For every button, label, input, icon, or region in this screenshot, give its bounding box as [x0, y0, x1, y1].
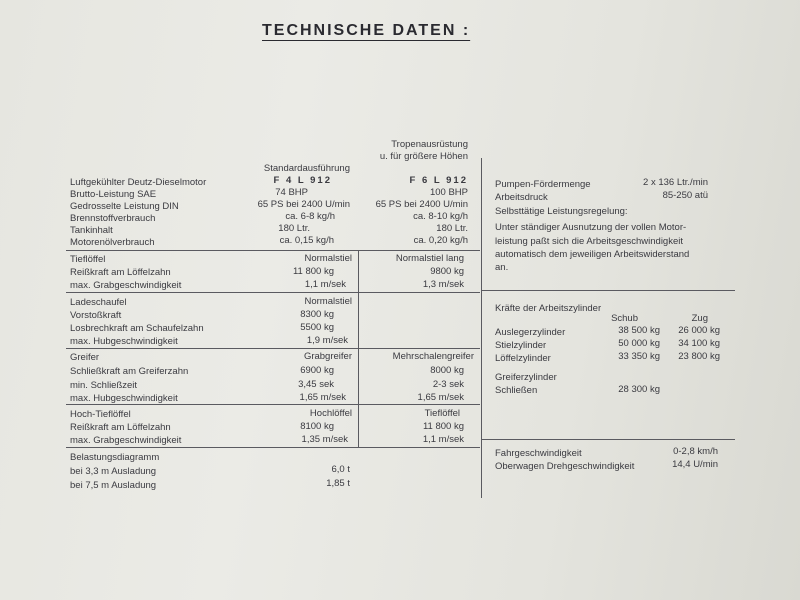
kraefte-row-zug: 34 100 kg [678, 338, 720, 349]
kraefte-greif-label: Schließen [495, 385, 538, 396]
greifer-head: Greifer [70, 352, 100, 363]
ladeschaufel-r2-v1: 5500 kg [300, 322, 334, 333]
hochtief-r1-label: Reißkraft am Löffelzahn [70, 422, 171, 433]
engine-row-label: Motorenölverbrauch [70, 237, 155, 248]
engine-row-v2: 65 PS bei 2400 U/min [375, 199, 468, 210]
greifer-r2-v2: 2-3 sek [432, 379, 464, 390]
hochtief-col1: Hochlöffel [309, 408, 352, 419]
greifer-r1-v2: 8000 kg [430, 365, 464, 376]
engine-row-v1: 65 PS bei 2400 U/min [257, 199, 350, 210]
divider [66, 447, 480, 448]
ladeschaufel-r3-v1: 1,9 m/sek [306, 335, 348, 346]
greifer-col1: Grabgreifer [303, 351, 352, 362]
kraefte-row-schub: 33 350 kg [618, 351, 660, 362]
engine-row-v1: ca. 0,15 kg/h [279, 235, 334, 246]
tiefloeffel-r1-label: Reißkraft am Löffelzahn [70, 267, 171, 278]
kraefte-row-label: Auslegerzylinder [495, 327, 566, 338]
kraefte-row-schub: 50 000 kg [618, 338, 660, 349]
tiefloeffel-r2-v2: 1,3 m/sek [422, 279, 464, 290]
hochtief-r1-v1: 8100 kg [300, 421, 334, 432]
belastung-r1-v1: 6,0 t [331, 464, 350, 475]
engine-row-label: Luftgekühlter Deutz-Dieselmotor [70, 177, 207, 188]
pumpe-r2-label: Arbeitsdruck [495, 192, 548, 203]
hochtief-r2-v2: 1,1 m/sek [422, 434, 464, 445]
ladeschaufel-r3-label: max. Hubgeschwindigkeit [70, 336, 178, 347]
pumpe-r1-value: 2 x 136 Ltr./min [643, 177, 708, 188]
divider [481, 290, 735, 291]
tiefloeffel-col2: Normalstiel lang [395, 253, 464, 264]
tiefloeffel-r2-label: max. Grabgeschwindigkeit [70, 280, 182, 291]
hochtief-r2-label: max. Grabgeschwindigkeit [70, 435, 182, 446]
engine-row-v1: 180 Ltr. [278, 223, 310, 234]
ladeschaufel-r1-label: Vorstoßkraft [70, 310, 122, 321]
tiefloeffel-r1-v2: 9800 kg [430, 266, 464, 277]
ladeschaufel-col1: Normalstiel [304, 296, 352, 307]
kraefte-row-schub: 38 500 kg [618, 325, 660, 336]
kraefte-greif-head: Greiferzylinder [495, 372, 557, 383]
engine-row-v2: ca. 8-10 kg/h [413, 211, 468, 222]
ladeschaufel-head: Ladeschaufel [70, 297, 127, 308]
hochtief-col2: Tieflöffel [424, 408, 460, 419]
belastung-r2-v1: 1,85 t [326, 478, 350, 489]
greifer-r3-label: max. Hubgeschwindigkeit [70, 393, 178, 404]
main-separator [481, 158, 482, 498]
kraefte-row-label: Löffelzylinder [495, 353, 551, 364]
engine-row-label: Tankinhalt [70, 225, 113, 236]
engine-col1-header: Standardausführung [263, 163, 350, 174]
fahr-r2-label: Oberwagen Drehgeschwindigkeit [495, 461, 635, 472]
greifer-r2-label: min. Schließzeit [70, 380, 138, 391]
fahr-r1-label: Fahrgeschwindigkeit [495, 448, 582, 459]
kraefte-col-schub: Schub [611, 313, 638, 324]
pumpe-r1-label: Pumpen-Fördermenge [495, 179, 591, 190]
engine-row-label: Brutto-Leistung SAE [70, 189, 157, 200]
pumpe-para-line: automatisch dem jeweiligen Arbeitswiderstand [495, 249, 690, 260]
divider [481, 439, 735, 440]
greifer-r3-v2: 1,65 m/sek [417, 392, 464, 403]
ladeschaufel-r1-v1: 8300 kg [300, 309, 334, 320]
fahr-r1-value: 0-2,8 km/h [673, 446, 718, 457]
pumpe-para-line: Selbsttätige Leistungsregelung: [495, 206, 628, 217]
engine-row-v2: 100 BHP [429, 187, 468, 198]
engine-row-v2: ca. 0,20 kg/h [413, 235, 468, 246]
fahr-r2-value: 14,4 U/min [672, 459, 718, 470]
hochtief-r2-v1: 1,35 m/sek [301, 434, 348, 445]
pumpe-para-line: Unter ständiger Ausnutzung der vollen Motor- [495, 222, 687, 233]
engine-row-v1: ca. 6-8 kg/h [285, 211, 335, 222]
kraefte-head: Kräfte der Arbeitszylinder [495, 303, 602, 314]
column-separator [358, 250, 359, 447]
kraefte-row-zug: 23 800 kg [678, 351, 720, 362]
pumpe-para-line: leistung paßt sich die Arbeitsgeschwindigkeit [495, 236, 683, 247]
hochtief-r1-v2: 11 800 kg [422, 421, 464, 432]
engine-row-label: Brennstoffverbrauch [70, 213, 156, 224]
engine-row-v2: 180 Ltr. [436, 223, 468, 234]
divider [66, 250, 480, 251]
greifer-r3-v1: 1,65 m/sek [299, 392, 346, 403]
ladeschaufel-r2-label: Losbrechkraft am Schaufelzahn [70, 323, 204, 334]
divider [66, 292, 480, 293]
engine-col2-header-1: Tropenausrüstung [391, 139, 468, 150]
kraefte-col-zug: Zug [691, 313, 708, 324]
greifer-r1-v1: 6900 kg [300, 365, 334, 376]
pumpe-r2-value: 85-250 atü [662, 190, 708, 201]
page-title: TECHNISCHE DATEN : [262, 22, 471, 39]
kraefte-greif-value: 28 300 kg [618, 384, 660, 395]
greifer-r1-label: Schließkraft am Greiferzahn [70, 366, 189, 377]
engine-row-v1: 74 BHP [275, 187, 308, 198]
engine-row-label: Gedrosselte Leistung DIN [70, 201, 179, 212]
kraefte-row-zug: 26 000 kg [678, 325, 720, 336]
engine-row-v2: F 6 L 912 [409, 175, 468, 186]
hochtief-head: Hoch-Tieflöffel [70, 409, 131, 420]
engine-row-v1: F 4 L 912 [273, 175, 332, 186]
tiefloeffel-col1: Normalstiel [304, 253, 352, 264]
belastung-r1-label: bei 3,3 m Ausladung [70, 466, 157, 477]
greifer-col2: Mehrschalengreifer [392, 351, 474, 362]
divider [66, 348, 480, 349]
engine-col2-header-2: u. für größere Höhen [379, 151, 468, 162]
belastung-r2-label: bei 7,5 m Ausladung [70, 480, 157, 491]
kraefte-row-label: Stielzylinder [495, 340, 547, 351]
pumpe-para-line: an. [495, 262, 509, 273]
tiefloeffel-r2-v1: 1,1 m/sek [304, 279, 346, 290]
greifer-r2-v1: 3,45 sek [298, 379, 334, 390]
tiefloeffel-r1-v1: 11 800 kg [292, 266, 334, 277]
belastung-head: Belastungsdiagramm [70, 452, 160, 463]
tiefloeffel-head: Tieflöffel [70, 254, 106, 265]
